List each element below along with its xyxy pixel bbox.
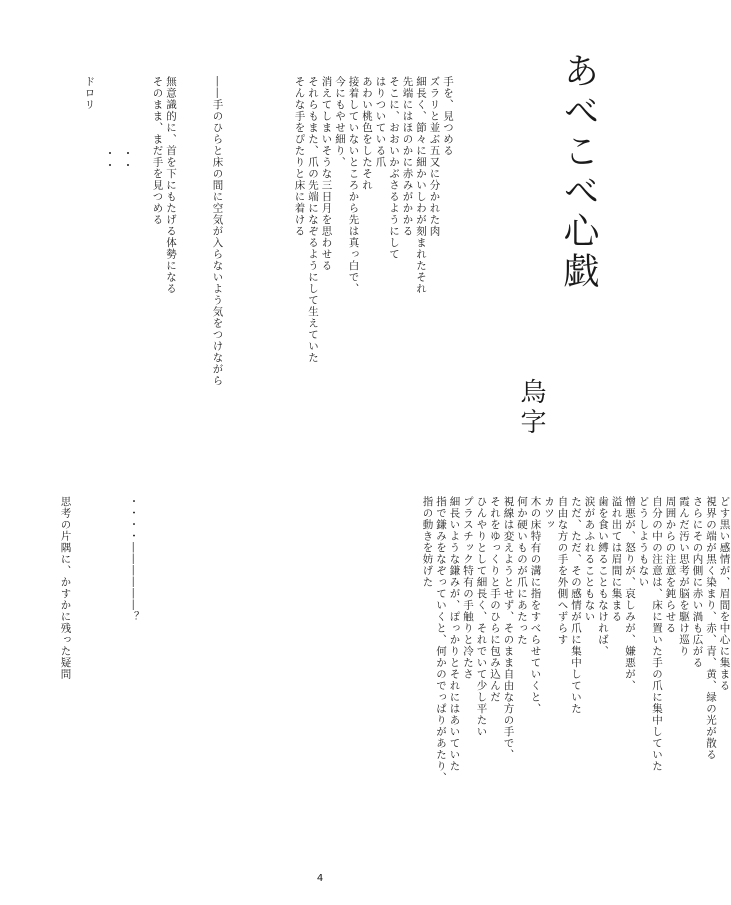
verse-line: はりついている爪 xyxy=(374,76,387,168)
verse-line: 視界の端が黒く染まり、赤、青、黄、緑の光が散る xyxy=(705,496,717,761)
verse-line: そのまま、まだ手を見つめる xyxy=(151,76,164,226)
verse-line: ズラリと並ぶ五又に分かれた肉 xyxy=(428,76,441,237)
verse-line: それをゆっくりと手のひらに包み込んだ xyxy=(489,496,501,703)
lower-stanza-3 xyxy=(58,496,72,836)
verse-line: 周囲からの注意を鈍らせる xyxy=(664,496,677,634)
verse-line: 木の床特有の溝に指をすべらせていくと、 xyxy=(529,496,542,715)
verse-line: 細長いような鎌みが、ぽっかりとそれにはあいていた xyxy=(448,496,461,772)
verse-line: ただ、ただ、その感情が爪に集中していた xyxy=(570,496,582,715)
verse-line: 思考の片隅に、かすかに残った疑問 xyxy=(59,496,72,680)
lower-stanza-2 xyxy=(126,496,140,836)
verse-line: そんな手をぴたりと床に着ける xyxy=(293,76,306,237)
upper-stanza-4 xyxy=(82,76,96,136)
verse-line: 無意識的に、首を下にもたげる体勢になる xyxy=(165,76,177,295)
lower-stanza-1 xyxy=(420,496,731,836)
ellipsis-dots: ・ ・ xyxy=(122,147,134,172)
verse-line: 視線は変えようとせず、そのまま自由な方の手で、 xyxy=(502,496,515,761)
verse-line: プラスチック特有の手触りと冷たさ xyxy=(462,496,474,680)
author-name: 烏字 xyxy=(516,378,546,438)
verse-line: 指の動きを妨げた xyxy=(421,496,434,588)
verse-line: ひんやりとして細長く、それでいて少し平たい xyxy=(475,496,488,738)
page-number: 4 xyxy=(316,873,324,884)
verse-line: 溢れ出ては眉間に集まる xyxy=(610,496,623,623)
upper-stanza-3 xyxy=(150,76,177,406)
verse-line: 今にもやせ細り、 xyxy=(334,76,346,168)
verse-line: ドロリ xyxy=(83,76,96,111)
verse-line: どす黒い感情が、眉間を中心に集まる xyxy=(718,496,731,692)
verse-line: 憎悪が、怒りが、哀しみが、嫌悪が、 xyxy=(624,496,636,692)
upper-stanza-2 xyxy=(210,76,224,406)
verse-line: 涙があふれることもない xyxy=(583,496,596,623)
verse-line: 手を、見つめる xyxy=(442,76,454,157)
verse-line: さらにその内側に赤い渦も広がる xyxy=(691,496,704,669)
verse-line: ――手のひらと床の間に空気が入らないよう気をつけながら xyxy=(211,76,224,387)
verse-line: 接着していないところから先は真っ白で、 xyxy=(347,76,360,295)
verse-line: 自分の中の注意は、床に置いた手の爪に集中していた xyxy=(651,496,663,772)
ellipsis-dots: ・ ・ xyxy=(104,147,116,172)
verse-line: カツッ xyxy=(543,496,555,531)
verse-line: そこに、おおいかぶさるようにして xyxy=(388,76,400,260)
verse-line: 霞んだ汚い思考が脳を駆け巡り xyxy=(678,496,690,657)
verse-line: あわい桃色をしたそれ xyxy=(361,76,373,191)
verse-line: 歯を食い縛ることもなければ、 xyxy=(597,496,609,657)
verse-line: 先端にはほのかに赤みがかかる xyxy=(401,76,414,237)
verse-line: 消えてしまいそうな三日月を思わせる xyxy=(320,76,333,272)
poem-title: あべこべ心戯 xyxy=(558,52,599,292)
verse-line: どうしようもない xyxy=(637,496,650,588)
verse-line: 細長く、節々に細かいしわが刻まれたそれ xyxy=(415,76,427,295)
upper-stanza-1 xyxy=(292,76,454,406)
verse-line: 自由な方の手を外側へずらす xyxy=(556,496,569,646)
verse-line: 指で鎌みをなぞっていくと、何かのでっぱりがあたり、 xyxy=(435,496,447,784)
verse-line: ・・・・――――――？ xyxy=(127,496,140,623)
verse-line: 何か硬いものが爪にあたった xyxy=(516,496,528,646)
verse-line: それらもまた、爪の先端になぞるようにして生えていた xyxy=(307,76,319,364)
